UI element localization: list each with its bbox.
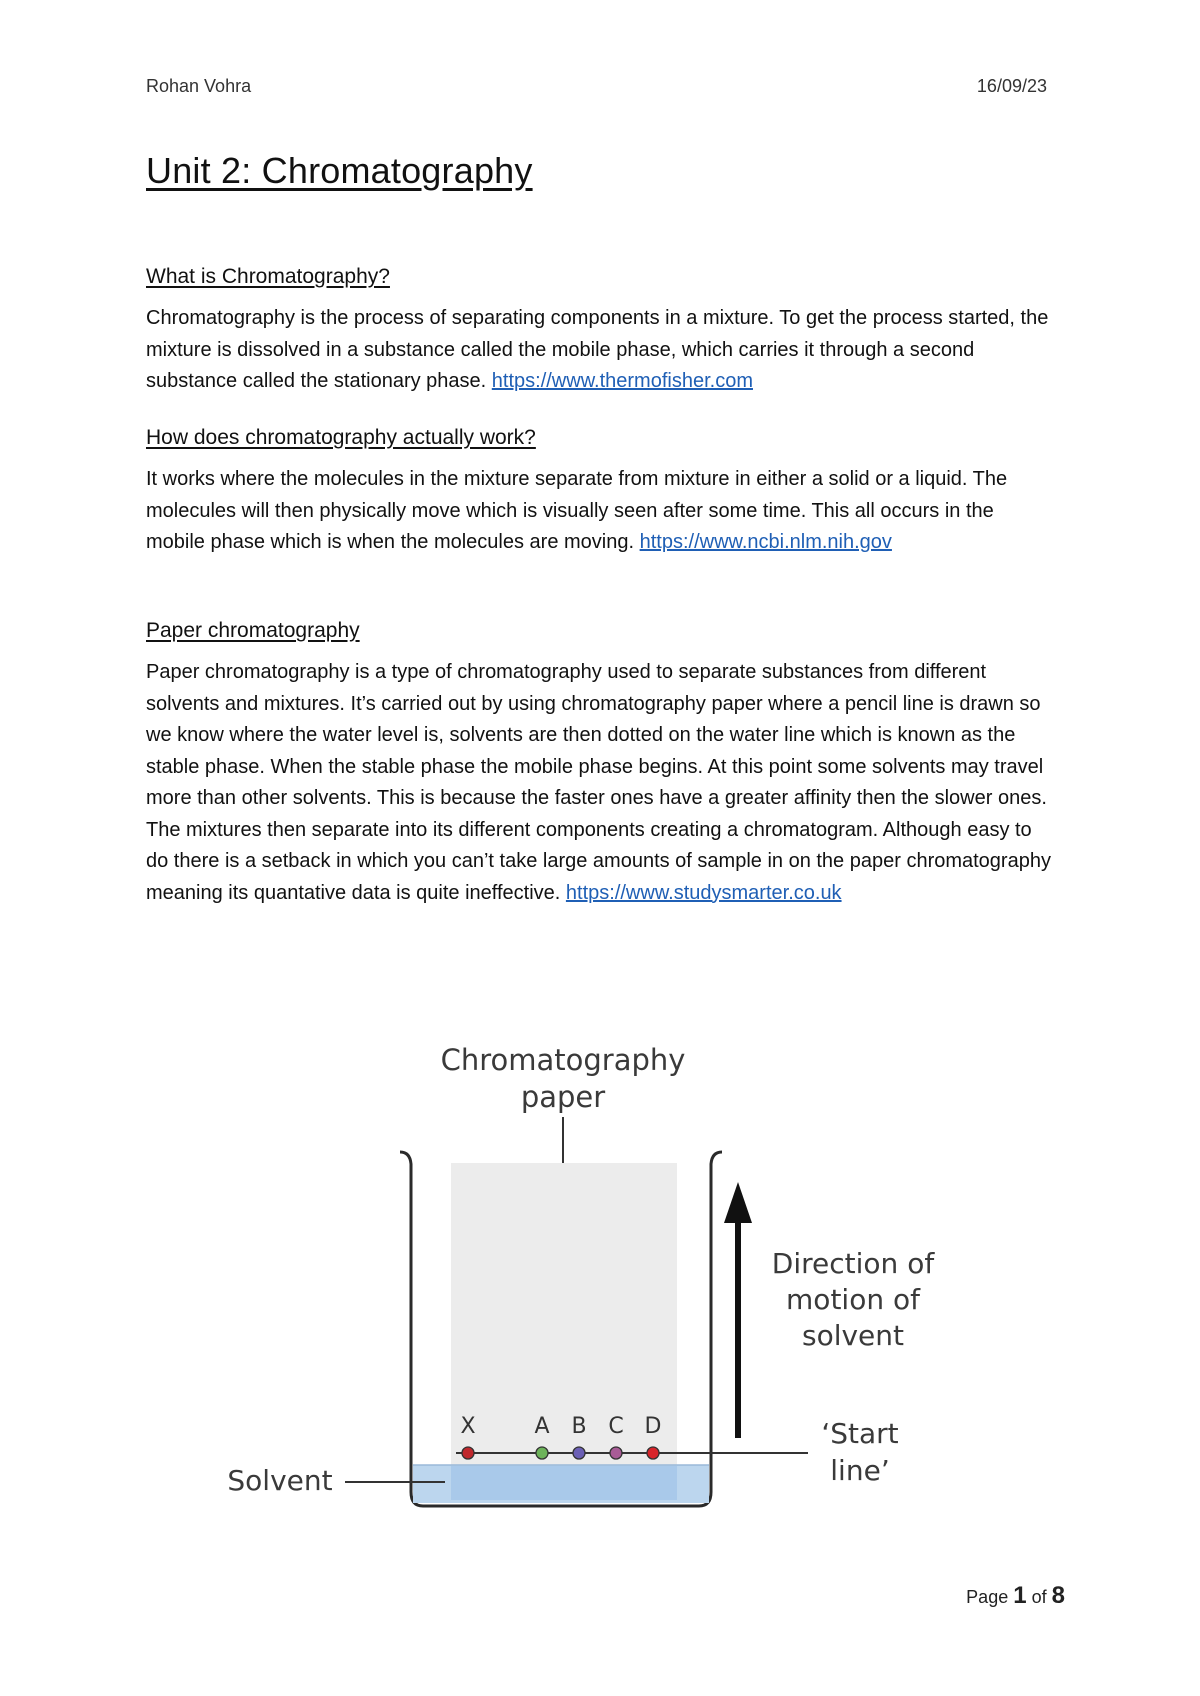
- chromatography-diagram: [0, 1040, 1200, 1520]
- paper-wetted-area: [451, 1466, 677, 1500]
- label-start-2: line’: [830, 1454, 890, 1487]
- dot-label-x: X: [460, 1414, 476, 1439]
- label-chromatography: Chromatography: [440, 1043, 686, 1077]
- of-word: of: [1031, 1587, 1047, 1607]
- section-heading: What is Chromatography?: [146, 265, 390, 288]
- section-heading: How does chromatography actually work?: [146, 426, 536, 449]
- dot-label-c: C: [608, 1414, 624, 1439]
- label-start-1: ‘Start: [821, 1417, 899, 1450]
- page-number: [966, 1582, 1065, 1610]
- section-body: [146, 657, 1056, 909]
- label-solvent: Solvent: [227, 1464, 333, 1497]
- section-heading: Paper chromatography: [146, 619, 360, 642]
- section-text: It works where the molecules in the mixture separate from mixture in either a solid or a liquid. The molecules will then physically move which is visually seen after some time. This all occurs in the mobile phase which is when the molecules are moving.: [146, 468, 1008, 553]
- page-word: Page: [966, 1587, 1009, 1607]
- dot-label-d: D: [644, 1414, 662, 1439]
- header-date: 16/09/23: [976, 76, 1047, 96]
- section-body: [146, 303, 1056, 398]
- section-paper-chromatography: [146, 619, 1056, 909]
- page-total: 8: [1051, 1582, 1065, 1609]
- dot-b: [573, 1447, 585, 1459]
- section-how-it-works: [146, 426, 1056, 559]
- direction-arrow-head: [724, 1182, 752, 1223]
- label-direction-3: solvent: [801, 1319, 905, 1352]
- source-link[interactable]: https://www.thermofisher.com: [491, 370, 753, 392]
- label-direction-1: Direction of: [771, 1247, 935, 1280]
- dot-label-a: A: [534, 1414, 550, 1439]
- label-direction-2: motion of: [786, 1283, 920, 1316]
- page-current: 1: [1013, 1582, 1027, 1609]
- source-link[interactable]: https://www.ncbi.nlm.nih.gov: [639, 531, 892, 553]
- dot-c: [610, 1447, 622, 1459]
- dot-d: [647, 1447, 659, 1459]
- dot-x: [462, 1447, 474, 1459]
- label-paper: paper: [520, 1080, 606, 1114]
- section-what-is: [146, 265, 1056, 398]
- section-text: Chromatography is the process of separating components in a mixture. To get the process started, the mixture is dissolved in a substance called the mobile phase, which carries it through a second substance called the stationary phase.: [146, 307, 1049, 392]
- section-text: Paper chromatography is a type of chromatography used to separate substances from different solvents and mixtures. It’s carried out by using chromatography paper where a pencil line is drawn so we know where the water level is, solvents are then dotted on the water line which is known as the stable phase. When the stable phase the mobile phase begins. At this point some solvents may travel more than other solvents. This is because the faster ones have a greater affinity then the slower ones. The mixtures then separate into its different components creating a chromatogram. Although easy to do there is a setback in which you can’t take large amounts of sample in on the paper chromatography meaning its quantative data is quite ineffective.: [146, 661, 1051, 904]
- page-title: Unit 2: Chromatography: [146, 150, 533, 191]
- section-body: [146, 464, 1056, 559]
- header-author: Rohan Vohra: [146, 76, 252, 96]
- dot-label-b: B: [571, 1414, 587, 1439]
- source-link[interactable]: https://www.studysmarter.co.uk: [565, 881, 842, 904]
- dot-a: [536, 1447, 548, 1459]
- chromatography-paper: [451, 1163, 677, 1499]
